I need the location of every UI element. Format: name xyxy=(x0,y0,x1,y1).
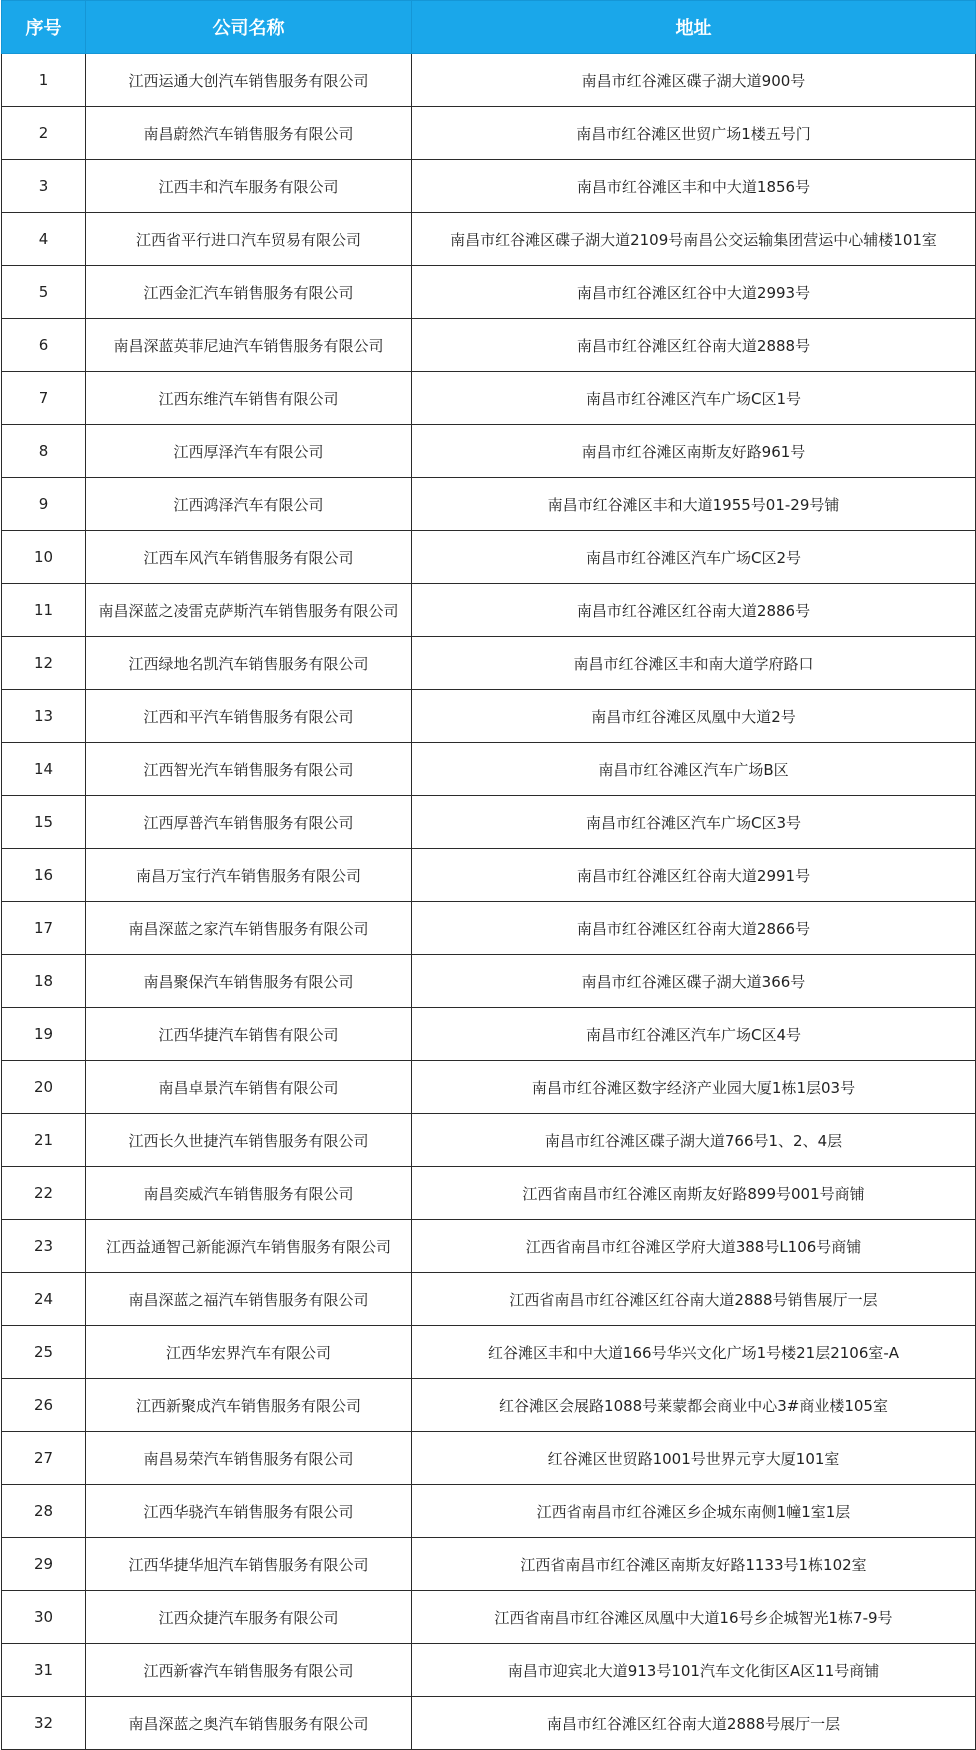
table-row xyxy=(2,266,976,319)
company-name-cell: 南昌卓景汽车销售有限公司 xyxy=(86,1061,412,1114)
row-number: 20 xyxy=(2,1061,86,1114)
table-row xyxy=(2,372,976,425)
company-name-cell: 江西益通智己新能源汽车销售服务有限公司 xyxy=(86,1220,412,1273)
address-cell: 江西省南昌市红谷滩区红谷南大道2888号销售展厅一层 xyxy=(412,1273,976,1326)
address-cell: 南昌市红谷滩区汽车广场C区1号 xyxy=(412,372,976,425)
row-number: 1 xyxy=(2,54,86,107)
row-number: 16 xyxy=(2,849,86,902)
table-row xyxy=(2,213,976,266)
table-row xyxy=(2,319,976,372)
row-number: 19 xyxy=(2,1008,86,1061)
company-name-cell: 江西丰和汽车服务有限公司 xyxy=(86,160,412,213)
company-name-cell: 江西厚普汽车销售服务有限公司 xyxy=(86,796,412,849)
row-number: 18 xyxy=(2,955,86,1008)
company-name-cell: 南昌深蓝之家汽车销售服务有限公司 xyxy=(86,902,412,955)
company-name-cell: 南昌深蓝英菲尼迪汽车销售服务有限公司 xyxy=(86,319,412,372)
address-cell: 江西省南昌市红谷滩区南斯友好路1133号1栋102室 xyxy=(412,1538,976,1591)
row-number: 25 xyxy=(2,1326,86,1379)
table-row xyxy=(2,902,976,955)
row-number: 23 xyxy=(2,1220,86,1273)
row-number: 14 xyxy=(2,743,86,796)
address-cell: 南昌市红谷滩区汽车广场C区4号 xyxy=(412,1008,976,1061)
row-number: 2 xyxy=(2,107,86,160)
row-number: 5 xyxy=(2,266,86,319)
table-row xyxy=(2,1644,976,1697)
address-cell: 南昌市迎宾北大道913号101汽车文化街区A区11号商铺 xyxy=(412,1644,976,1697)
table-row xyxy=(2,1326,976,1379)
row-number: 15 xyxy=(2,796,86,849)
row-number: 31 xyxy=(2,1644,86,1697)
table-row xyxy=(2,1432,976,1485)
address-cell: 南昌市红谷滩区碟子湖大道366号 xyxy=(412,955,976,1008)
company-name-cell: 江西车风汽车销售服务有限公司 xyxy=(86,531,412,584)
address-cell: 南昌市红谷滩区红谷南大道2888号 xyxy=(412,319,976,372)
company-name-cell: 江西新睿汽车销售服务有限公司 xyxy=(86,1644,412,1697)
address-cell: 南昌市红谷滩区数字经济产业园大厦1栋1层03号 xyxy=(412,1061,976,1114)
company-name-cell: 江西运通大创汽车销售服务有限公司 xyxy=(86,54,412,107)
address-cell: 南昌市红谷滩区红谷南大道2886号 xyxy=(412,584,976,637)
row-number: 27 xyxy=(2,1432,86,1485)
table-row xyxy=(2,54,976,107)
row-number: 3 xyxy=(2,160,86,213)
table-row xyxy=(2,955,976,1008)
table-body xyxy=(2,54,976,1750)
address-cell: 南昌市红谷滩区丰和中大道1856号 xyxy=(412,160,976,213)
table-row xyxy=(2,1379,976,1432)
row-number: 32 xyxy=(2,1697,86,1750)
address-cell: 南昌市红谷滩区碟子湖大道766号1、2、4层 xyxy=(412,1114,976,1167)
company-name-cell: 南昌深蓝之奥汽车销售服务有限公司 xyxy=(86,1697,412,1750)
table-row xyxy=(2,637,976,690)
company-name-cell: 江西新聚成汽车销售服务有限公司 xyxy=(86,1379,412,1432)
address-cell: 南昌市红谷滩区红谷南大道2888号展厅一层 xyxy=(412,1697,976,1750)
table-row xyxy=(2,1114,976,1167)
table-row xyxy=(2,743,976,796)
table-row xyxy=(2,849,976,902)
table-row xyxy=(2,478,976,531)
address-cell: 江西省南昌市红谷滩区凤凰中大道16号乡企城智光1栋7-9号 xyxy=(412,1591,976,1644)
table-row xyxy=(2,1008,976,1061)
company-name-cell: 南昌聚保汽车销售服务有限公司 xyxy=(86,955,412,1008)
address-cell: 南昌市红谷滩区汽车广场C区2号 xyxy=(412,531,976,584)
row-number: 6 xyxy=(2,319,86,372)
address-cell: 红谷滩区会展路1088号莱蒙都会商业中心3#商业楼105室 xyxy=(412,1379,976,1432)
row-number: 7 xyxy=(2,372,86,425)
address-cell: 红谷滩区世贸路1001号世界元亨大厦101室 xyxy=(412,1432,976,1485)
address-cell: 南昌市红谷滩区丰和大道1955号01-29号铺 xyxy=(412,478,976,531)
row-number: 28 xyxy=(2,1485,86,1538)
table-row xyxy=(2,1485,976,1538)
address-cell: 南昌市红谷滩区丰和南大道学府路口 xyxy=(412,637,976,690)
row-number: 4 xyxy=(2,213,86,266)
row-number: 22 xyxy=(2,1167,86,1220)
table-row xyxy=(2,107,976,160)
table-row xyxy=(2,796,976,849)
address-cell: 南昌市红谷滩区世贸广场1楼五号门 xyxy=(412,107,976,160)
company-name-cell: 南昌深蓝之凌雷克萨斯汽车销售服务有限公司 xyxy=(86,584,412,637)
row-number: 17 xyxy=(2,902,86,955)
address-cell: 江西省南昌市红谷滩区学府大道388号L106号商铺 xyxy=(412,1220,976,1273)
table-row xyxy=(2,531,976,584)
address-cell: 江西省南昌市红谷滩区南斯友好路899号001号商铺 xyxy=(412,1167,976,1220)
company-name-cell: 江西华骁汽车销售服务有限公司 xyxy=(86,1485,412,1538)
company-name-cell: 南昌蔚然汽车销售服务有限公司 xyxy=(86,107,412,160)
company-name-cell: 江西省平行进口汽车贸易有限公司 xyxy=(86,213,412,266)
table-row xyxy=(2,1591,976,1644)
header-number: 序号 xyxy=(2,1,86,54)
row-number: 13 xyxy=(2,690,86,743)
row-number: 9 xyxy=(2,478,86,531)
row-number: 10 xyxy=(2,531,86,584)
company-name-cell: 江西华宏界汽车有限公司 xyxy=(86,1326,412,1379)
company-name-cell: 南昌深蓝之福汽车销售服务有限公司 xyxy=(86,1273,412,1326)
company-table xyxy=(1,0,976,1750)
company-name-cell: 江西鸿泽汽车有限公司 xyxy=(86,478,412,531)
row-number: 12 xyxy=(2,637,86,690)
address-cell: 南昌市红谷滩区汽车广场B区 xyxy=(412,743,976,796)
table-row xyxy=(2,1061,976,1114)
row-number: 24 xyxy=(2,1273,86,1326)
address-cell: 南昌市红谷滩区汽车广场C区3号 xyxy=(412,796,976,849)
row-number: 26 xyxy=(2,1379,86,1432)
company-name-cell: 江西华捷华旭汽车销售服务有限公司 xyxy=(86,1538,412,1591)
row-number: 8 xyxy=(2,425,86,478)
address-cell: 南昌市红谷滩区碟子湖大道2109号南昌公交运输集团营运中心辅楼101室 xyxy=(412,213,976,266)
table-row xyxy=(2,1538,976,1591)
address-cell: 南昌市红谷滩区红谷南大道2866号 xyxy=(412,902,976,955)
table-header xyxy=(2,1,976,54)
table-row xyxy=(2,160,976,213)
company-name-cell: 江西和平汽车销售服务有限公司 xyxy=(86,690,412,743)
row-number: 11 xyxy=(2,584,86,637)
table-row xyxy=(2,1273,976,1326)
address-cell: 南昌市红谷滩区凤凰中大道2号 xyxy=(412,690,976,743)
company-name-cell: 江西众捷汽车服务有限公司 xyxy=(86,1591,412,1644)
company-name-cell: 江西东维汽车销售有限公司 xyxy=(86,372,412,425)
company-name-cell: 江西金汇汽车销售服务有限公司 xyxy=(86,266,412,319)
address-cell: 南昌市红谷滩区红谷中大道2993号 xyxy=(412,266,976,319)
address-cell: 南昌市红谷滩区碟子湖大道900号 xyxy=(412,54,976,107)
table-row xyxy=(2,425,976,478)
table-row xyxy=(2,1167,976,1220)
header-address: 地址 xyxy=(412,1,976,54)
header-company-name: 公司名称 xyxy=(86,1,412,54)
table-row xyxy=(2,1220,976,1273)
address-cell: 江西省南昌市红谷滩区乡企城东南侧1幢1室1层 xyxy=(412,1485,976,1538)
company-name-cell: 江西长久世捷汽车销售服务有限公司 xyxy=(86,1114,412,1167)
table-row xyxy=(2,690,976,743)
company-name-cell: 南昌奕威汽车销售服务有限公司 xyxy=(86,1167,412,1220)
address-cell: 南昌市红谷滩区红谷南大道2991号 xyxy=(412,849,976,902)
table-row xyxy=(2,584,976,637)
row-number: 21 xyxy=(2,1114,86,1167)
table-row xyxy=(2,1697,976,1750)
company-name-cell: 南昌易荣汽车销售服务有限公司 xyxy=(86,1432,412,1485)
company-name-cell: 江西厚泽汽车有限公司 xyxy=(86,425,412,478)
address-cell: 红谷滩区丰和中大道166号华兴文化广场1号楼21层2106室-A xyxy=(412,1326,976,1379)
address-cell: 南昌市红谷滩区南斯友好路961号 xyxy=(412,425,976,478)
company-name-cell: 江西华捷汽车销售有限公司 xyxy=(86,1008,412,1061)
header-row xyxy=(2,1,976,54)
company-name-cell: 江西绿地名凯汽车销售服务有限公司 xyxy=(86,637,412,690)
company-name-cell: 南昌万宝行汽车销售服务有限公司 xyxy=(86,849,412,902)
row-number: 29 xyxy=(2,1538,86,1591)
company-name-cell: 江西智光汽车销售服务有限公司 xyxy=(86,743,412,796)
row-number: 30 xyxy=(2,1591,86,1644)
